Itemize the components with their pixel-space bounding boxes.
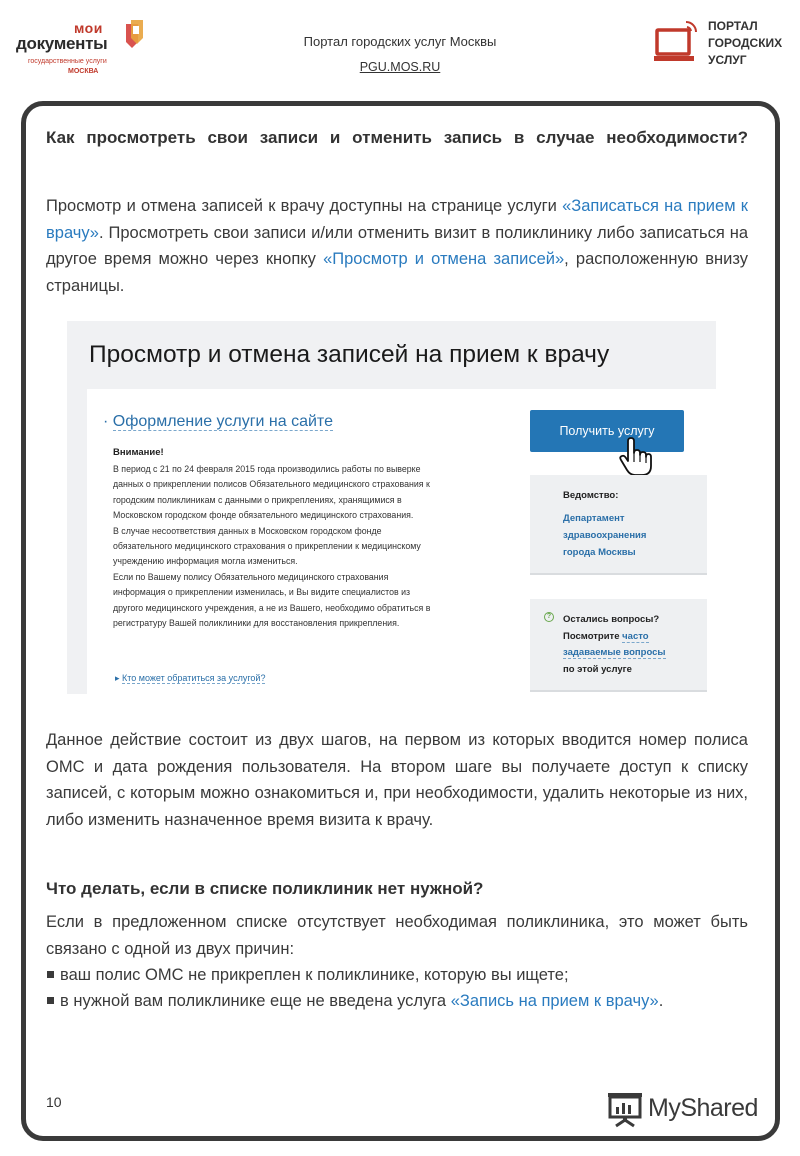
section-heading-missing-clinic: Что делать, если в списке поликлиник нет нужной?	[46, 879, 484, 898]
agency-box	[530, 475, 707, 575]
list-item-reason-2: в нужной вам поликлинике еще не введена услуга «Запись на прием к врачу».	[46, 988, 748, 1015]
section-heading-view-records: Как просмотреть свои записи и отменить запись в случае необходимости?	[46, 128, 748, 147]
section-paragraph-view-records: Просмотр и отмена записей к врачу доступны на странице услуги «Записаться на прием к врачу». Просмотреть свои записи и/или отменить визит в поликлинику либо записаться на другое время можно через кнопку «Просмотр и отмена записей», расположенную внизу страницы.	[46, 197, 748, 295]
get-service-button[interactable]: Получить услугу	[530, 410, 684, 452]
logo-mark-icon	[122, 20, 146, 50]
page-number: 10	[46, 1094, 62, 1110]
list-item-reason-1: ваш полис ОМС не прикреплен к поликлинике, которую вы ищете;	[46, 962, 748, 989]
page-header	[0, 0, 800, 96]
steps-paragraph: Данное действие состоит из двух шагов, на первом из которых вводится номер полиса ОМС и дата рождения пользователя. На втором шаге вы получаете доступ к списку записей, с которым можно ознакомиться и, при необходимости, удалить некоторые из них, либо изменить назначенное время визита к врачу.	[46, 731, 748, 829]
screenshot-warning-text: В период с 21 по 24 февраля 2015 года производились работы по выверке данных о прикреплении полисов Обязательного медицинского страхования к городским поликлиникам с данными о прикреплениях, хранящимися в Московском городском фонде обязательного медицинского страхования. В случае несоответствия данных в Московском городском фонде обязательного медицинского страхования о прикреплении к медицинскому учреждению информация могла измениться. Если по Вашему полису Обязательного медицинского страхования информация о прикреплении изменилась, и Вы видите специалистов из другого медицинского учреждения, а не из Вашего, необходимо обратиться в регистратуру Вашей поликлиники для восстановления прикрепления.	[113, 464, 431, 629]
service-page-screenshot	[67, 321, 716, 694]
screenshot-main-panel	[87, 389, 528, 694]
laptop-icon	[654, 18, 700, 64]
logo-text-services: государственные услуги	[28, 58, 107, 65]
portal-url-link[interactable]: PGU.MOS.RU	[359, 60, 441, 74]
screenshot-section-title[interactable]: · Оформление услуги на сайте	[103, 413, 333, 430]
faq-link-part2[interactable]: задаваемые вопросы	[563, 647, 666, 658]
question-icon: ?	[544, 612, 554, 622]
link-doctor-appointment[interactable]: «Записаться на прием к врачу»	[46, 197, 748, 242]
watermark-text: MyShared	[648, 1094, 758, 1122]
myshared-watermark	[606, 1090, 771, 1130]
bullet-icon	[47, 997, 54, 1004]
missing-clinic-intro: Если в предложенном списке отсутствует необходимая поликлиника, это может быть связано с одной из двух причин:	[46, 913, 748, 958]
portal-logo-text: ПОРТАЛ ГОРОДСКИХ УСЛУГ	[708, 19, 783, 67]
hand-cursor-icon	[618, 437, 652, 477]
questions-box	[530, 599, 707, 692]
logo-text-moscow: МОСКВА	[68, 68, 99, 75]
moi-dokumenty-logo	[14, 18, 144, 80]
screenshot-who-can-apply-link[interactable]: ▸ Кто может обратиться за услугой?	[115, 673, 266, 683]
bullet-icon	[47, 971, 54, 978]
agency-link[interactable]: Департамент здравоохранения города Москвы	[563, 513, 647, 558]
link-view-cancel-records[interactable]: «Просмотр и отмена записей»	[323, 250, 565, 268]
portal-name: Портал городских услуг Москвы	[303, 34, 497, 49]
portal-logo	[654, 16, 794, 76]
logo-text-documents: документы	[16, 34, 108, 53]
logo-text-moi: мои	[74, 20, 103, 36]
portal-caption	[250, 34, 550, 76]
agency-label: Ведомство:	[563, 490, 619, 501]
questions-text: Остались вопросы? Посмотрите часто задаваемые вопросы по этой услуге	[563, 614, 666, 675]
link-appointment-service[interactable]: «Запись на прием к врачу»	[450, 992, 659, 1010]
screenshot-warning-label: Внимание!	[113, 447, 164, 458]
screenshot-side-panel	[528, 389, 716, 694]
screenshot-page-title: Просмотр и отмена записей на прием к врачу	[89, 341, 610, 368]
faq-link-part1[interactable]: часто	[622, 630, 649, 642]
presentation-board-icon	[606, 1090, 644, 1128]
